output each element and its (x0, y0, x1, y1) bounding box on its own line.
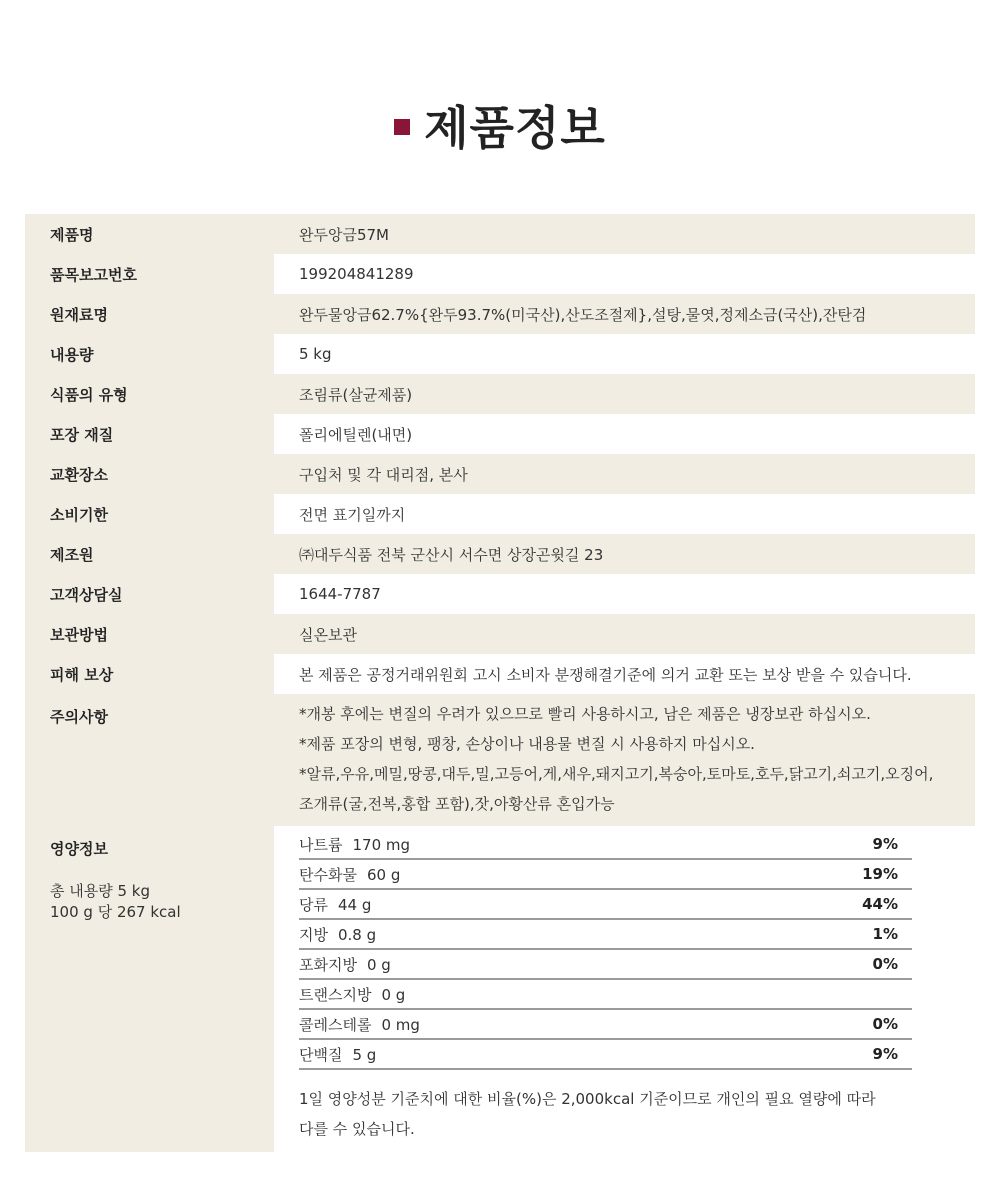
nutrient-percent: 9% (872, 835, 898, 853)
caution-text (274, 694, 975, 826)
caution-line: *알류,우유,메밀,땅콩,대두,밀,고등어,게,새우,돼지고기,복숭아,토마토,호두,닭고기,쇠고기,오징어, (299, 765, 934, 783)
nutrition-side (25, 826, 274, 1152)
info-row-exchange-place (25, 454, 975, 494)
caution-line: *개봉 후에는 변질의 우려가 있으므로 빨리 사용하시고, 남은 제품은 냉장보관 하십시오. (299, 705, 871, 723)
nutrient-percent: 1% (872, 925, 898, 943)
page-header (0, 90, 1000, 160)
nutrition-row (299, 890, 912, 920)
nutrition-table (274, 826, 975, 1152)
nutrition-row (299, 830, 912, 860)
nutrient-amount: 0.8 g (337, 925, 377, 944)
nutrition-row (299, 920, 912, 950)
info-row-customer-center (25, 574, 975, 614)
nutrient-amount: 5 g (352, 1045, 377, 1064)
nutrient-name: 탄수화물 (299, 865, 357, 884)
info-row-product-name (25, 214, 975, 254)
nutrient-amount: 0 mg (381, 1015, 420, 1034)
nutrient-amount: 60 g (366, 865, 401, 884)
nutrient-name: 단백질 (299, 1045, 343, 1064)
nutrient-amount: 170 mg (352, 835, 411, 854)
nutrition-note-line: 1일 영양성분 기준치에 대한 비율(%)은 2,000kcal 기준이므로 개인의 필요 열량에 따라 (299, 1090, 876, 1108)
info-value: 조림류(살균제품) (274, 374, 975, 414)
info-row-caution (25, 694, 975, 826)
info-row-expiry (25, 494, 975, 534)
info-row-nutrition (25, 826, 975, 1152)
info-value: 5 kg (299, 345, 332, 363)
nutrition-row (299, 860, 912, 890)
info-label: 식품의 유형 (25, 374, 274, 414)
info-label: 고객상담실 (25, 574, 274, 614)
info-label: 교환장소 (25, 454, 274, 494)
info-row-ingredients (25, 294, 975, 334)
info-value: 전면 표기일까지 (299, 505, 406, 524)
info-row-food-type (25, 374, 975, 414)
nutrition-note-line: 다를 수 있습니다. (299, 1120, 415, 1138)
info-label: 보관방법 (25, 614, 274, 654)
info-row-net-weight (25, 334, 975, 374)
nutrient-name: 포화지방 (299, 955, 357, 974)
nutrient-amount: 0 g (381, 985, 406, 1004)
info-value: 구입처 및 각 대리점, 본사 (274, 454, 975, 494)
title-square-icon (394, 119, 410, 135)
nutrient-percent: 0% (872, 1015, 898, 1033)
nutrient-amount: 0 g (366, 955, 391, 974)
info-label: 제조원 (25, 534, 274, 574)
nutrition-total: 총 내용량 5 kg (50, 882, 151, 900)
nutrition-note (299, 1084, 919, 1152)
nutrition-row (299, 1040, 912, 1070)
nutrition-row (299, 980, 912, 1010)
nutrient-percent: 19% (862, 865, 898, 883)
nutrient-amount: 44 g (337, 895, 372, 914)
info-value: 폴리에틸렌(내면) (299, 425, 413, 444)
nutrient-name: 트랜스지방 (299, 985, 372, 1004)
info-value: 완두물앙금62.7%{완두93.7%(미국산),산도조절제},설탕,물엿,정제소금(국산),잔탄검 (274, 294, 975, 334)
info-row-compensation (25, 654, 975, 694)
nutrient-percent: 9% (872, 1045, 898, 1063)
nutrient-name: 당류 (299, 895, 328, 914)
nutrient-name: 지방 (299, 925, 328, 944)
nutrient-name: 나트륨 (299, 835, 343, 854)
info-value: ㈜대두식품 전북 군산시 서수면 상장곤윗길 23 (274, 534, 975, 574)
info-value: 본 제품은 공정거래위원회 고시 소비자 분쟁해결기준에 의거 교환 또는 보상 받을 수 있습니다. (299, 665, 912, 684)
nutrition-row (299, 1010, 912, 1040)
info-row-manufacturer (25, 534, 975, 574)
nutrient-percent: 0% (872, 955, 898, 973)
nutrient-name: 콜레스테롤 (299, 1015, 372, 1034)
nutrition-per: 100 g 당 267 kcal (50, 903, 181, 921)
info-row-report-number (25, 254, 975, 294)
info-label: 주의사항 (25, 694, 274, 826)
nutrition-row (299, 950, 912, 980)
info-label: 원재료명 (25, 294, 274, 334)
info-label: 피해 보상 (25, 654, 274, 694)
nutrition-label: 영양정보 (50, 840, 108, 858)
info-value: 1644-7787 (299, 585, 381, 603)
info-label: 제품명 (25, 214, 274, 254)
caution-line: *제품 포장의 변형, 팽창, 손상이나 내용물 변질 시 사용하지 마십시오. (299, 735, 755, 753)
info-label: 소비기한 (25, 494, 274, 534)
caution-line: 조개류(굴,전복,홍합 포함),잣,아황산류 혼입가능 (299, 795, 615, 813)
nutrient-percent: 44% (862, 895, 898, 913)
info-label: 품목보고번호 (25, 254, 274, 294)
info-value: 199204841289 (299, 265, 414, 283)
page-title: 제품정보 (424, 101, 606, 155)
info-label: 포장 재질 (25, 414, 274, 454)
info-row-storage (25, 614, 975, 654)
info-value: 실온보관 (274, 614, 975, 654)
info-row-packaging (25, 414, 975, 454)
product-info-table (25, 214, 975, 1152)
info-value: 완두앙금57M (274, 214, 975, 254)
info-label: 내용량 (25, 334, 274, 374)
